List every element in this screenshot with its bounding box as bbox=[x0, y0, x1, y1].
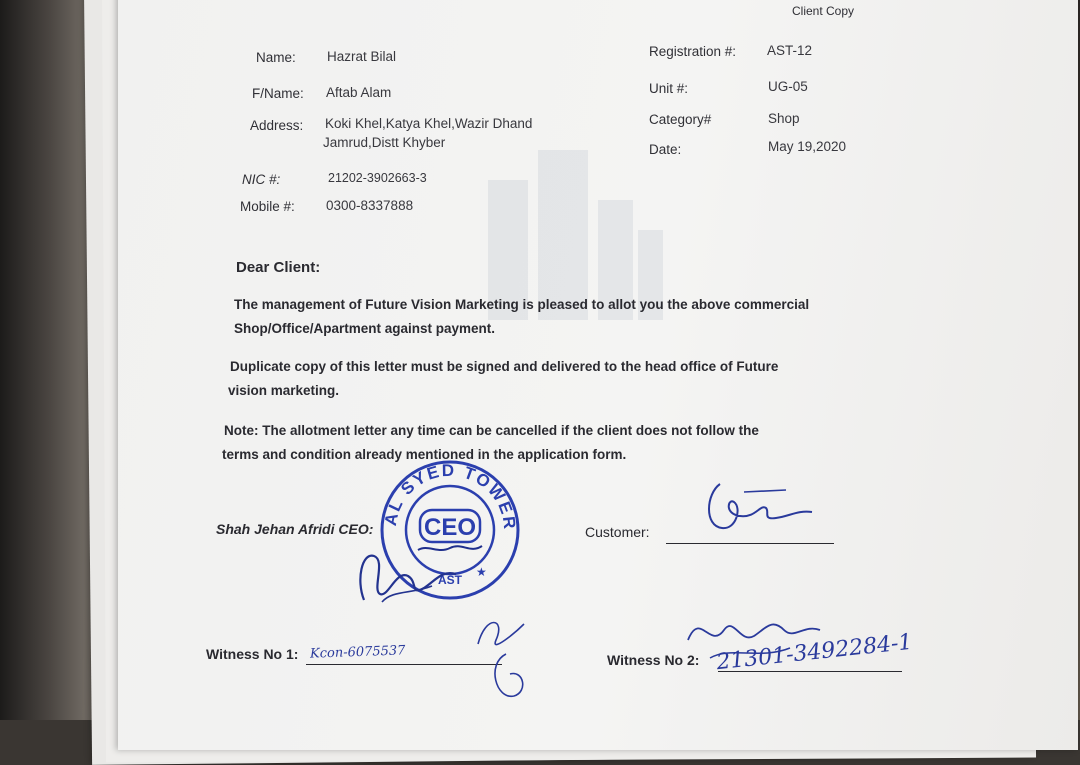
customer-signature-line bbox=[666, 543, 834, 544]
ceo-signature-label: Shah Jehan Afridi CEO: bbox=[216, 521, 374, 537]
father-name-label: F/Name: bbox=[252, 86, 304, 101]
paragraph-2-line-2: vision marketing. bbox=[228, 383, 340, 398]
unit-label: Unit #: bbox=[649, 81, 689, 96]
witness-1-signature-scribble bbox=[466, 604, 546, 704]
witness-1-label: Witness No 1: bbox=[206, 646, 299, 662]
name-value: Hazrat Bilal bbox=[327, 49, 397, 64]
witness-2-label: Witness No 2: bbox=[607, 652, 700, 668]
stamp-center-text: CEO bbox=[423, 514, 477, 541]
mobile-value: 0300-8337888 bbox=[326, 198, 414, 213]
witness-2-handwritten-number: 21301-3492284-1 bbox=[715, 629, 914, 676]
registration-value: AST-12 bbox=[767, 43, 813, 58]
witness-1-handwritten-entry: Kcon-6075537 bbox=[309, 643, 406, 662]
stamp-bottom-text: AST bbox=[438, 573, 462, 587]
stamp-ring-text: AL SYED TOWER bbox=[380, 460, 520, 532]
father-name-value: Aftab Alam bbox=[326, 85, 392, 100]
address-label: Address: bbox=[250, 118, 304, 133]
customer-signature-scribble bbox=[700, 474, 820, 538]
date-value: May 19,2020 bbox=[768, 139, 847, 154]
mobile-label: Mobile #: bbox=[240, 199, 295, 214]
unit-value: UG-05 bbox=[768, 79, 808, 94]
date-label: Date: bbox=[649, 142, 682, 157]
registration-label: Registration #: bbox=[649, 44, 737, 59]
note-line-1: Note: The allotment letter any time can be cancelled if the client does not follow the bbox=[224, 423, 759, 438]
name-label: Name: bbox=[256, 50, 296, 65]
copy-label: Client Copy bbox=[792, 4, 855, 18]
note-line-2: terms and condition already mentioned in the application form. bbox=[222, 447, 627, 462]
svg-text:★: ★ bbox=[476, 565, 487, 579]
category-label: Category# bbox=[649, 112, 712, 127]
ceo-signature-scribble bbox=[352, 530, 472, 610]
category-value: Shop bbox=[768, 111, 800, 126]
nic-label: NIC #: bbox=[242, 172, 281, 187]
paragraph-2-line-1: Duplicate copy of this letter must be signed and delivered to the head office of Future bbox=[230, 359, 779, 374]
nic-value: 21202-3902663-3 bbox=[328, 171, 427, 185]
salutation: Dear Client: bbox=[236, 259, 321, 276]
address-line-1: Koki Khel,Katya Khel,Wazir Dhand bbox=[325, 116, 533, 131]
address-line-2: Jamrud,Distt Khyber bbox=[323, 135, 446, 150]
customer-signature-label: Customer: bbox=[585, 524, 650, 540]
paragraph-1-line-2: Shop/Office/Apartment against payment. bbox=[234, 321, 496, 336]
paragraph-1-line-1: The management of Future Vision Marketing is pleased to allot you the above commercial bbox=[234, 297, 810, 312]
